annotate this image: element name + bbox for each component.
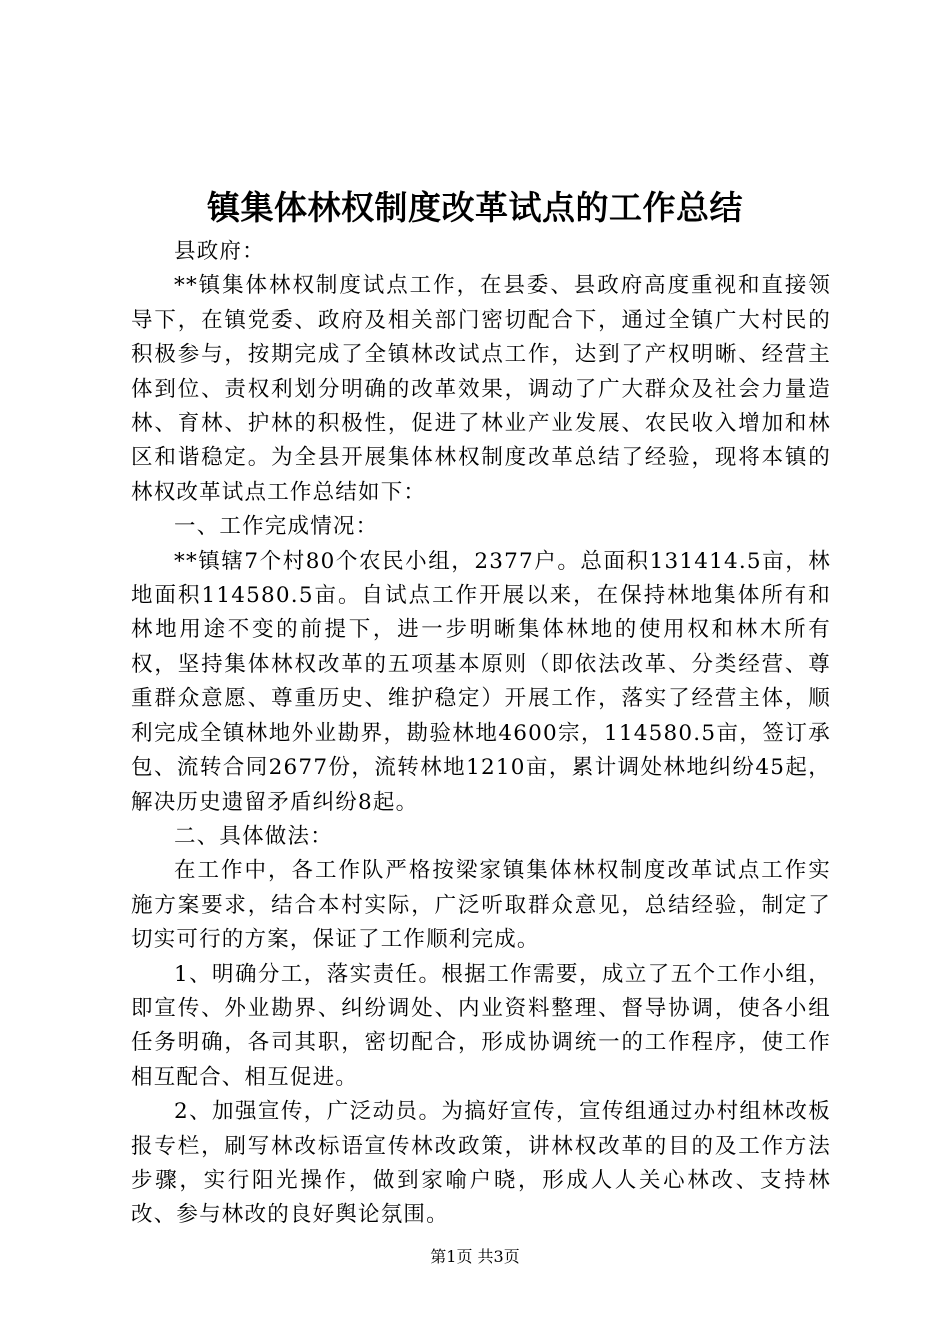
document-body — [131, 235, 831, 1233]
body-paragraph: **镇集体林权制度试点工作，在县委、县政府高度重视和直接领导下，在镇党委、政府及相关部门密切配合下，通过全镇广大村民的积极参与，按期完成了全镇林改试点工作，达到了产权明晰、经营主体到位、责权利划分明确的改革效果，调动了广大群众及社会力量造林、育林、护林的积极性，促进了林业产业发展、农民收入增加和林区和谐稳定。为全县开展集体林权制度改革总结了经验，现将本镇的林权改革试点工作总结如下： — [131, 273, 831, 505]
page-footer: 第1页 共3页 — [430, 1247, 520, 1266]
body-paragraph: **镇辖7个村80个农民小组，2377户。总面积131414.5亩，林地面积114580.5亩。自试点工作开展以来，在保持林地集体所有和林地用途不变的前提下，进一步明晰集体林地的使用权和林木所有权，坚持集体林权改革的五项基本原则（即依法改革、分类经营、尊重群众意愿、尊重历史、维护稳定）开展工作，落实了经营主体，顺利完成全镇林地外业勘界，勘验林地4600宗，114580.5亩，签订承包、流转合同2677份，流转林地1210亩，累计调处林地纠纷45起，解决历史遗留矛盾纠纷8起。 — [131, 548, 831, 815]
section-heading: 二、具体做法： — [174, 823, 333, 849]
body-paragraph: 在工作中，各工作队严格按梁家镇集体林权制度改革试点工作实施方案要求，结合本村实际，广泛听取群众意见，总结经验，制定了切实可行的方案，保证了工作顺利完成。 — [131, 858, 831, 953]
document-title: 镇集体林权制度改革试点的工作总结 — [207, 188, 743, 227]
section-heading: 一、工作完成情况： — [174, 514, 379, 540]
salutation: 县政府： — [174, 239, 265, 264]
body-paragraph: 1、明确分工，落实责任。根据工作需要，成立了五个工作小组，即宣传、外业勘界、纠纷调处、内业资料整理、督导协调，使各小组任务明确，各司其职，密切配合，形成协调统一的工作程序，使工作相互配合、相互促进。 — [131, 961, 831, 1090]
body-paragraph: 2、加强宣传，广泛动员。为搞好宣传，宣传组通过办村组林改板报专栏，刷写林改标语宣传林改政策，讲林权改革的目的及工作方法步骤，实行阳光操作，做到家喻户晓，形成人人关心林改、支持林改、参与林改的良好舆论氛围。 — [131, 1099, 831, 1228]
